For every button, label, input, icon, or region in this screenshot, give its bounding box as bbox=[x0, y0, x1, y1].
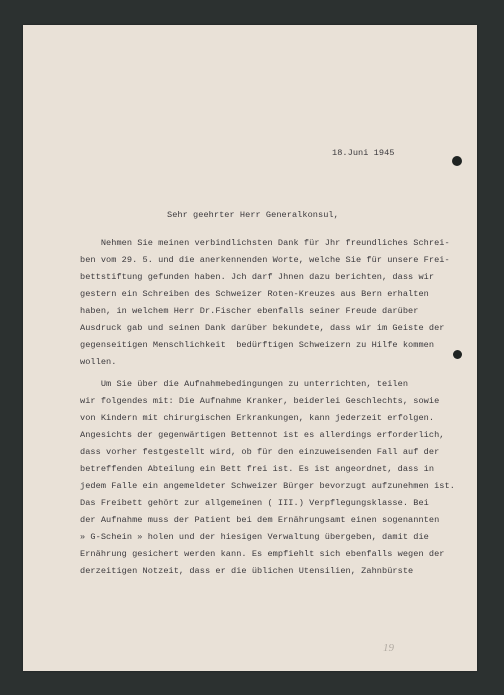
letter-body-line: bettstiftung gefunden haben. Jch darf Jhnen dazu berichten, dass wir bbox=[80, 272, 435, 282]
letter-body-line: dass vorher festgestellt wird, ob für den einzuweisenden Fall auf der bbox=[80, 447, 440, 457]
letter-body-line: der Aufnahme muss der Patient bei dem Ernährungsamt einen sogenannten bbox=[80, 515, 440, 525]
letter-body-line: Ausdruck gab und seinen Dank darüber bekundete, dass wir im Geiste der bbox=[80, 323, 445, 333]
letter-body-line: wollen. bbox=[80, 357, 117, 367]
letter-date: 18.Juni 1945 bbox=[332, 148, 395, 158]
letter-body-line: gegenseitigen Menschlichkeit bedürftigen Schweizern zu Hilfe kommen bbox=[80, 340, 435, 350]
letter-body-line: Um Sie über die Aufnahmebedingungen zu unterrichten, teilen bbox=[80, 379, 409, 389]
letter-body-line: betreffenden Abteilung ein Bett frei ist. Es ist angeordnet, dass in bbox=[80, 464, 435, 474]
letter-body-line: ben vom 29. 5. und die anerkennenden Worte, welche Sie für unsere Frei- bbox=[80, 255, 450, 265]
punch-mark bbox=[452, 156, 462, 166]
letter-body-line: Angesichts der gegenwärtigen Bettennot ist es allerdings erforderlich, bbox=[80, 430, 445, 440]
letter-body-line: derzeitigen Notzeit, dass er die üblichen Utensilien, Zahnbürste bbox=[80, 566, 414, 576]
letter-body-line: haben, in welchem Herr Dr.Fischer ebenfalls seiner Freude darüber bbox=[80, 306, 419, 316]
letter-body-line: von Kindern mit chirurgischen Erkrankungen, kann jederzeit erfolgen. bbox=[80, 413, 435, 423]
sheet-number: 19 bbox=[383, 642, 394, 654]
punch-mark bbox=[453, 350, 462, 359]
letter-body-line: Das Freibett gehört zur allgemeinen ( III.) Verpflegungsklasse. Bei bbox=[80, 498, 429, 508]
letter-body-line: » G-Schein » holen und der hiesigen Verwaltung übergeben, damit die bbox=[80, 532, 429, 542]
letter-body-line: Ernährung gesichert werden kann. Es empfiehlt sich ebenfalls wegen der bbox=[80, 549, 445, 559]
letter-sheet bbox=[23, 25, 477, 671]
letter-body-line: Nehmen Sie meinen verbindlichsten Dank für Jhr freundliches Schrei- bbox=[80, 238, 450, 248]
letter-body-line: wir folgendes mit: Die Aufnahme Kranker, beiderlei Geschlechts, sowie bbox=[80, 396, 440, 406]
letter-body-line: jedem Falle ein angemeldeter Schweizer Bürger bevorzugt aufzunehmen ist. bbox=[80, 481, 455, 491]
letter-body-line: gestern ein Schreiben des Schweizer Roten-Kreuzes aus Bern erhalten bbox=[80, 289, 429, 299]
letter-salutation: Sehr geehrter Herr Generalkonsul, bbox=[167, 210, 339, 220]
